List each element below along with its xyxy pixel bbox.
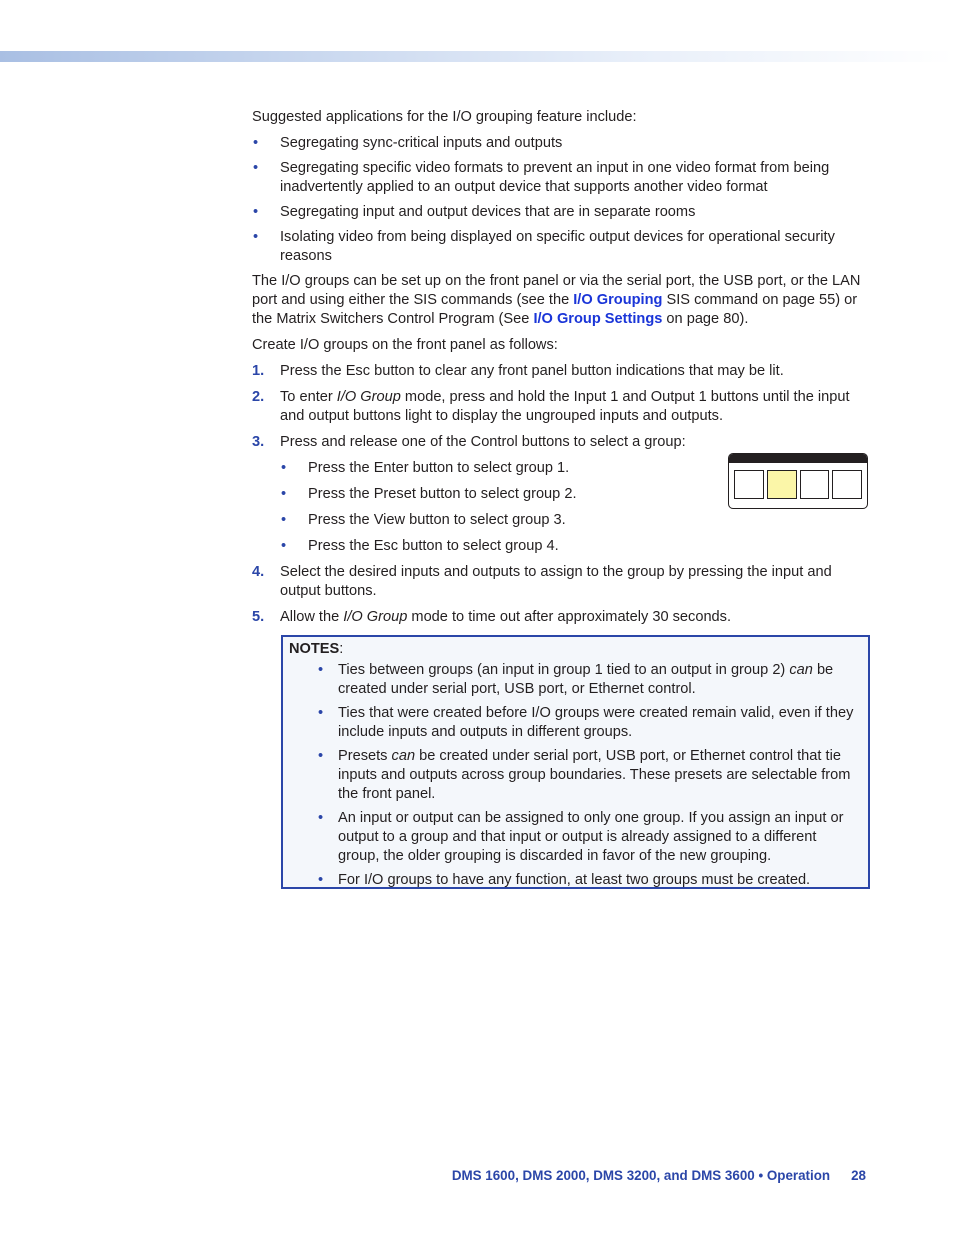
note-item — [289, 704, 856, 742]
step-1 — [252, 362, 864, 381]
io-grouping-link[interactable]: I/O Grouping — [573, 292, 663, 308]
control-button-esc — [832, 470, 862, 499]
step-4 — [252, 563, 864, 601]
control-button-preset-lit — [767, 470, 797, 499]
list-item: • Press the Esc button to select group 4. — [280, 537, 864, 556]
list-item: • Press the Preset button to select group 2. — [280, 485, 864, 504]
list-item: • Press the View button to select group 3. — [280, 511, 864, 530]
create-intro-text: Create I/O groups on the front panel as follows: — [252, 337, 558, 353]
note-item — [289, 809, 856, 866]
step-text: Select the desired inputs and outputs to assign to the group by pressing the input and output buttons. — [280, 564, 832, 599]
note-text: Presets — [338, 748, 392, 764]
page-content — [252, 108, 864, 634]
page-footer — [452, 1166, 866, 1185]
step-text-pre: To enter — [280, 389, 337, 405]
note-text: be created under serial port, USB port, or Ethernet control. — [338, 662, 834, 697]
setup-text-3: on page 80). — [662, 311, 749, 327]
note-text: For I/O groups to have any function, at least two groups must be created. — [338, 872, 811, 888]
intro-text: Suggested applications for the I/O grouping feature include: — [252, 109, 637, 125]
note-text: be created under serial port, USB port, or Ethernet control that tie inputs and outputs across group boundaries. These presets are selectable from the front panel. — [338, 748, 851, 802]
note-text: Ties between groups (an input in group 1 tied to an output in group 2) — [338, 662, 790, 678]
step-text-post: mode to time out after approximately 30 seconds. — [407, 609, 732, 625]
list-item: • Segregating sync-critical inputs and outputs — [252, 134, 864, 153]
list-item: • Isolating video from being displayed on specific output devices for operational security reasons — [252, 228, 864, 266]
step-number: 2. — [252, 389, 265, 405]
step-5 — [252, 608, 864, 627]
footer-title: DMS 1600, DMS 2000, DMS 3200, and DMS 3600 • Operation — [451, 1168, 831, 1183]
notes-title: NOTES — [289, 641, 340, 657]
step-text: Press the Esc button to clear any front panel button indications that may be lit. — [280, 363, 784, 379]
note-item — [289, 871, 856, 890]
note-item — [289, 661, 856, 699]
setup-text-1: The I/O groups can be set up on the front panel or via the serial port, the USB port, or the LAN port and using either the SIS commands (see the — [252, 273, 861, 308]
step-text-pre: Allow the — [280, 609, 344, 625]
note-text: Ties that were created before I/O groups were created remain valid, even if they include inputs and outputs in different groups. — [338, 705, 854, 740]
applications-list — [252, 134, 864, 266]
control-button-view — [800, 470, 830, 499]
list-item: • Segregating specific video formats to prevent an input in one video format from being inadvertently applied to an output device that supports another video format — [252, 159, 864, 197]
list-item: • Segregating input and output devices that are in separate rooms — [252, 203, 864, 222]
step-number: 3. — [252, 434, 265, 450]
steps-list — [252, 362, 864, 627]
step-2 — [252, 388, 864, 426]
step-text-em: I/O Group — [336, 389, 401, 405]
note-text: An input or output can be assigned to only one group. If you assign an input or output to a group and that input or output is already assigned to a different group, the older grouping is discarded in favor of the new grouping. — [338, 810, 844, 864]
setup-text-2: SIS command on page 55) or the Matrix Switchers Control Program (See — [252, 292, 858, 327]
note-emphasis: can — [789, 662, 813, 678]
step-text-em: I/O Group — [343, 609, 408, 625]
panel-button-row — [729, 463, 867, 499]
step-text-post: mode, press and hold the Input 1 and Output 1 buttons until the input and output buttons light to display the ungrouped inputs and outputs. — [280, 389, 850, 424]
setup-paragraph — [252, 272, 864, 329]
notes-heading: NOTES: — [289, 641, 344, 657]
note-emphasis: can — [391, 748, 416, 764]
page-number: 28 — [851, 1168, 866, 1183]
note-item — [289, 747, 856, 804]
step-text: Press and release one of the Control buttons to select a group: — [280, 434, 686, 450]
step-number: 1. — [252, 363, 265, 379]
control-buttons-graphic — [728, 453, 868, 509]
io-group-settings-link[interactable]: I/O Group Settings — [533, 311, 663, 327]
notes-list — [289, 661, 856, 890]
control-button-enter — [734, 470, 764, 499]
panel-header-strip — [729, 454, 867, 463]
step-number: 4. — [252, 564, 265, 580]
step-number: 5. — [252, 609, 265, 625]
step-3 — [252, 433, 864, 556]
notes-box — [281, 635, 870, 889]
list-item: • Press the Enter button to select group 1. — [280, 459, 864, 478]
header-gradient-bar — [0, 51, 954, 62]
